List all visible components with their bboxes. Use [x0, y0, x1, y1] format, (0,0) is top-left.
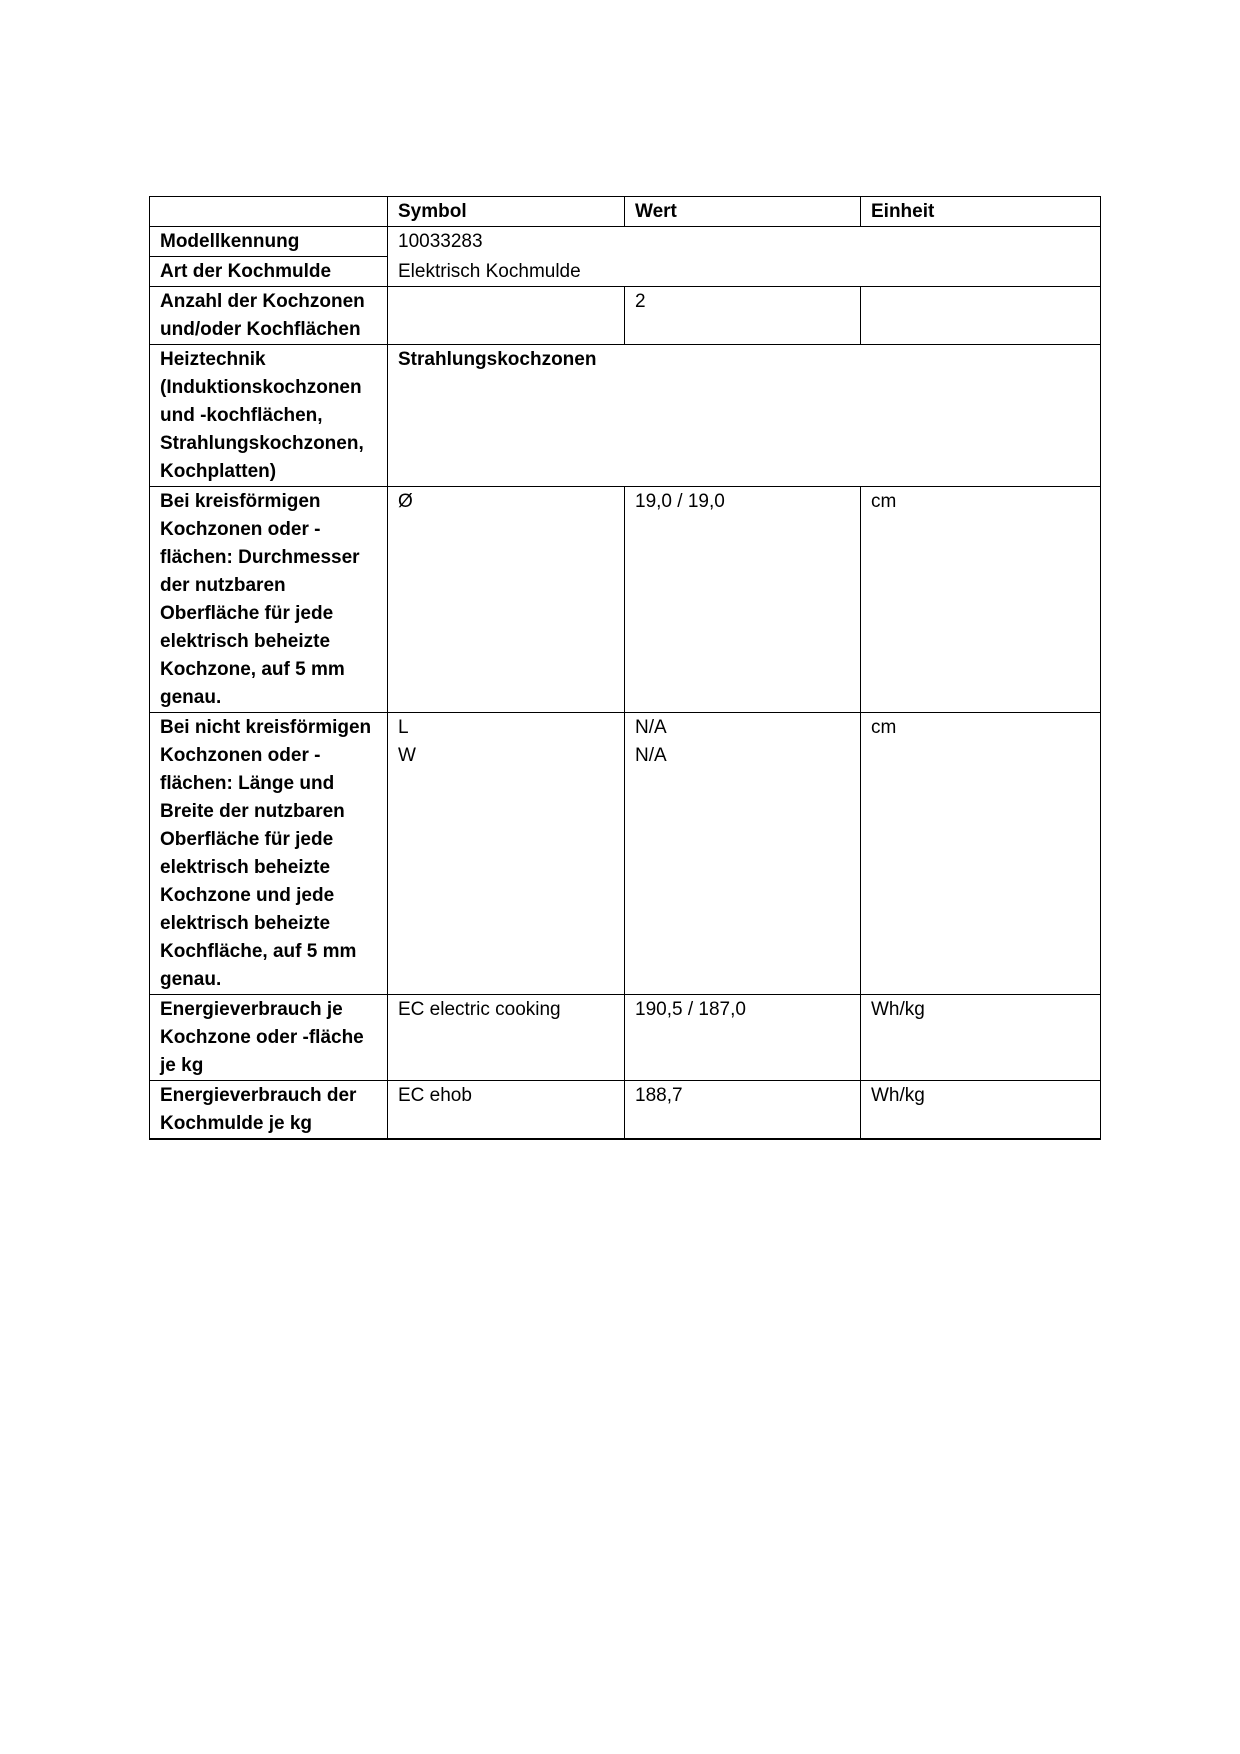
- energy-zone-value: 190,5 / 187,0: [625, 995, 861, 1081]
- row-energy-per-zone: [150, 995, 1101, 1081]
- row-model: [150, 227, 1101, 257]
- noncircular-unit: cm: [861, 713, 1101, 995]
- zone-count-unit: [861, 287, 1101, 345]
- row-circular-zones: [150, 487, 1101, 713]
- header-unit: Einheit: [861, 197, 1101, 227]
- heating-label: Heiztechnik (Induktionskochzonen und -kochflächen, Strahlungskochzonen, Kochplatten): [150, 345, 388, 487]
- header-blank-cell: [150, 197, 388, 227]
- header-value: Wert: [625, 197, 861, 227]
- row-zone-count: [150, 287, 1101, 345]
- energy-zone-label: Energieverbrauch je Kochzone oder -fläche je kg: [150, 995, 388, 1081]
- energy-hob-symbol: EC ehob: [388, 1081, 625, 1140]
- heating-value: Strahlungskochzonen: [388, 345, 1101, 487]
- energy-hob-value: 188,7: [625, 1081, 861, 1140]
- energy-zone-symbol: EC electric cooking: [388, 995, 625, 1081]
- row-heating: [150, 345, 1101, 487]
- circular-label: Bei kreisförmigen Kochzonen oder -flächen: Durchmesser der nutzbaren Oberfläche für jede elektrisch beheizte Kochzone, auf 5 mm genau.: [150, 487, 388, 713]
- header-row: [150, 197, 1101, 227]
- hob-type-value: Elektrisch Kochmulde: [388, 257, 1101, 287]
- energy-hob-unit: Wh/kg: [861, 1081, 1101, 1140]
- circular-value: 19,0 / 19,0: [625, 487, 861, 713]
- product-data-table: [149, 196, 1101, 1140]
- length-value: N/A: [635, 717, 667, 738]
- energy-zone-unit: Wh/kg: [861, 995, 1101, 1081]
- circular-symbol: Ø: [388, 487, 625, 713]
- noncircular-label: Bei nicht kreisförmigen Kochzonen oder -flächen: Länge und Breite der nutzbaren Oberfläche für jede elektrisch beheizte Kochzone und jede elektrisch beheizte Kochfläche, auf 5 mm genau.: [150, 713, 388, 995]
- energy-hob-label: Energieverbrauch der Kochmulde je kg: [150, 1081, 388, 1140]
- header-symbol: Symbol: [388, 197, 625, 227]
- hob-type-label: Art der Kochmulde: [150, 257, 388, 287]
- row-energy-hob: [150, 1081, 1101, 1140]
- zone-count-value: 2: [625, 287, 861, 345]
- circular-unit: cm: [861, 487, 1101, 713]
- model-label: Modellkennung: [150, 227, 388, 257]
- zone-count-symbol: [388, 287, 625, 345]
- zone-count-label: Anzahl der Kochzonen und/oder Kochflächen: [150, 287, 388, 345]
- length-symbol: L: [398, 717, 409, 738]
- model-value: 10033283: [388, 227, 1101, 257]
- width-value: N/A: [635, 745, 667, 766]
- row-hob-type: [150, 257, 1101, 287]
- noncircular-symbols: [388, 713, 625, 995]
- row-noncircular-zones: [150, 713, 1101, 995]
- width-symbol: W: [398, 745, 416, 766]
- noncircular-values: [625, 713, 861, 995]
